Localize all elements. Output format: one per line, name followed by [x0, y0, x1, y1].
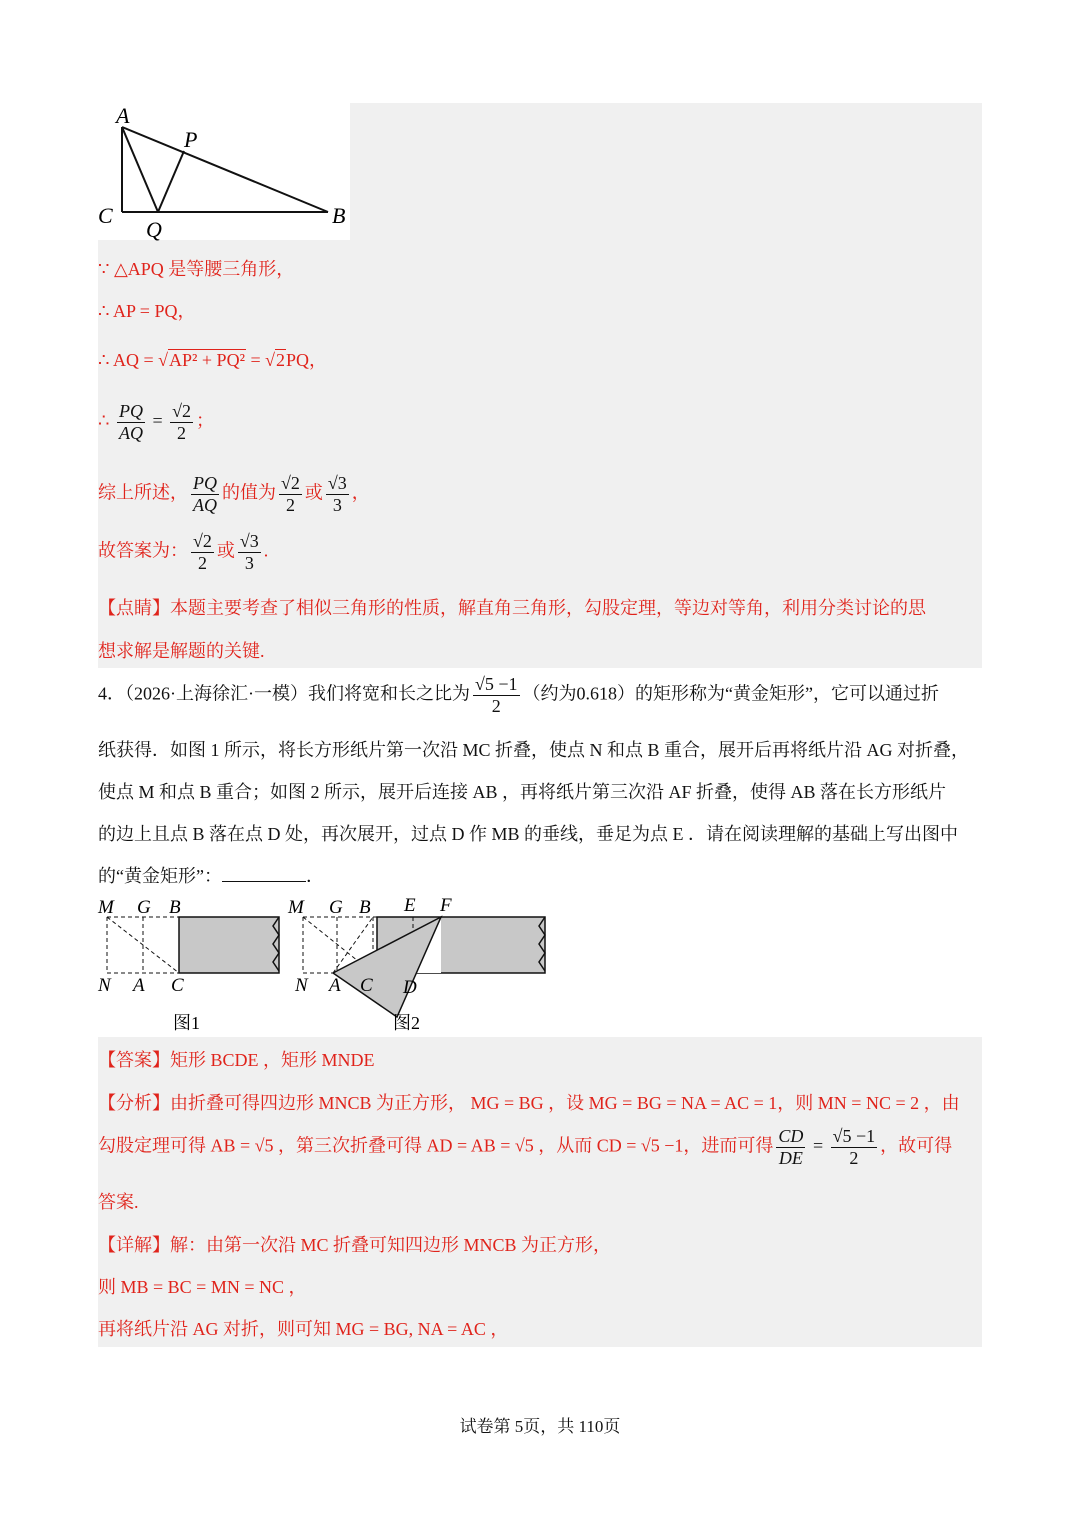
fig1-label-M: M — [98, 897, 114, 918]
fig1-caption: 图1 — [173, 1013, 200, 1033]
detail-line-2: 则 MB = BC = MN = NC ， — [98, 1277, 307, 1297]
analysis-line-1: 【分析】由折叠可得四边形 MNCB 为正方形， MG = BG ，设 MG = BG = NA = AC = 1，则 MN = NC = 2 ，由 — [98, 1093, 960, 1113]
answer-blank[interactable] — [222, 863, 306, 882]
fold-figures — [95, 893, 555, 1038]
fraction-cd-de: $\frac{CD}{DE}$ — [778, 1126, 804, 1168]
question4-line-2: 纸获得．如图 1 所示，将长方形纸片第一次沿 MC 折叠，使点 N 和点 B 重合，展开后再将纸片沿 AG 对折叠， — [98, 740, 970, 760]
triangle-figure — [98, 103, 350, 243]
answer-line-prev: 故答案为： $\frac{√2}{2}$ 或 $\frac{√3}{3}$ . — [98, 531, 269, 573]
fig2-label-A: A — [329, 975, 341, 996]
fig2-label-B: B — [359, 897, 371, 918]
label-B: B — [332, 203, 346, 228]
line3-prefix: ∴ AQ = — [98, 350, 159, 370]
label-Q: Q — [146, 217, 162, 242]
sqrt-expression: √AP² + PQ² — [158, 350, 245, 370]
question4-line-3: 使点 M 和点 B 重合；如图 2 所示，展开后连接 AB ，再将纸片第三次沿 AF 折叠，使得 AB 落在长方形纸片 — [98, 782, 947, 802]
label-P: P — [184, 127, 198, 152]
solution-line-1: ∵ △APQ 是等腰三角形， — [98, 259, 295, 279]
solution-line-2: ∴ AP = PQ， — [98, 301, 196, 321]
fig2-label-N: N — [295, 975, 308, 996]
summary-line: 综上所述， $\frac{PQ}{AQ}$ 的值为 $\frac{√2}{2}$ 或 $\frac{√3}{3}$ ， — [98, 473, 370, 515]
fig1-label-N: N — [98, 975, 111, 996]
page-footer: 试卷第 5页，共 110页 — [459, 1417, 621, 1436]
detail-line-3: 再将纸片沿 AG 对折，则可知 MG = BG, NA = AC ， — [98, 1319, 509, 1339]
fig2-label-C: C — [360, 975, 373, 996]
golden-ratio-fraction: $\frac{√5 -1}{2}$ — [475, 674, 518, 716]
question4-line-5: 的“黄金矩形”： ． — [98, 862, 324, 888]
question4-line-4: 的边上且点 B 落在点 D 处，再次展开，过点 D 作 MB 的垂线，垂足为点 E ．请在阅读理解的基础上写出图中 — [98, 824, 959, 844]
fraction-pq-aq: $\frac{PQ}{AQ}$ — [118, 401, 143, 443]
analysis-line-2: 勾股定理可得 AB = √5 ，第三次折叠可得 AD = AB = √5 ，从而 CD = √5 −1，进而可得 $\frac{CD}{DE}$ = $\frac{√5 -1}{2}$ ，故可得 — [98, 1126, 953, 1168]
fig2-label-F: F — [440, 895, 452, 916]
fig1-label-C: C — [171, 975, 184, 996]
comment-line-2: 想求解是解题的关键. — [98, 641, 265, 661]
label-A: A — [116, 103, 130, 128]
fig2-label-M: M — [288, 897, 304, 918]
fig2-label-D: D — [403, 977, 417, 998]
summary-fraction: $\frac{PQ}{AQ}$ — [193, 473, 217, 515]
question4-line-1: 4．（2026·上海徐汇·一模）我们将宽和长之比为 $\frac{√5 -1}{2}$ （约为0.618）的矩形称为“黄金矩形”，它可以通过折 — [98, 674, 940, 716]
fig2-label-E: E — [404, 895, 416, 916]
analysis-line-3: 答案. — [98, 1192, 139, 1212]
fraction-root2-2: $\frac{√2}{2}$ — [172, 401, 191, 443]
solution-line-4: ∴ $\frac{PQ}{AQ}$ = $\frac{√2}{2}$ ； — [98, 401, 214, 443]
comment-line-1: 【点睛】本题主要考查了相似三角形的性质，解直角三角形，勾股定理，等边对等角，利用分类讨论的思 — [98, 598, 926, 618]
answer-shade-bottom — [98, 1037, 982, 1347]
fig2-caption: 图2 — [393, 1013, 420, 1033]
fig2-label-G: G — [329, 897, 343, 918]
label-C: C — [98, 203, 113, 228]
detail-line-1: 【详解】解：由第一次沿 MC 折叠可知四边形 MNCB 为正方形， — [98, 1235, 612, 1255]
fig1-label-G: G — [137, 897, 151, 918]
fig1-label-A: A — [133, 975, 145, 996]
answer-line: 【答案】矩形 BCDE ，矩形 MNDE — [98, 1050, 375, 1070]
fraction-golden: $\frac{√5 -1}{2}$ — [832, 1126, 876, 1168]
solution-line-3: ∴ AQ = √AP² + PQ² = √2PQ， — [98, 350, 328, 370]
fig1-label-B: B — [169, 897, 181, 918]
